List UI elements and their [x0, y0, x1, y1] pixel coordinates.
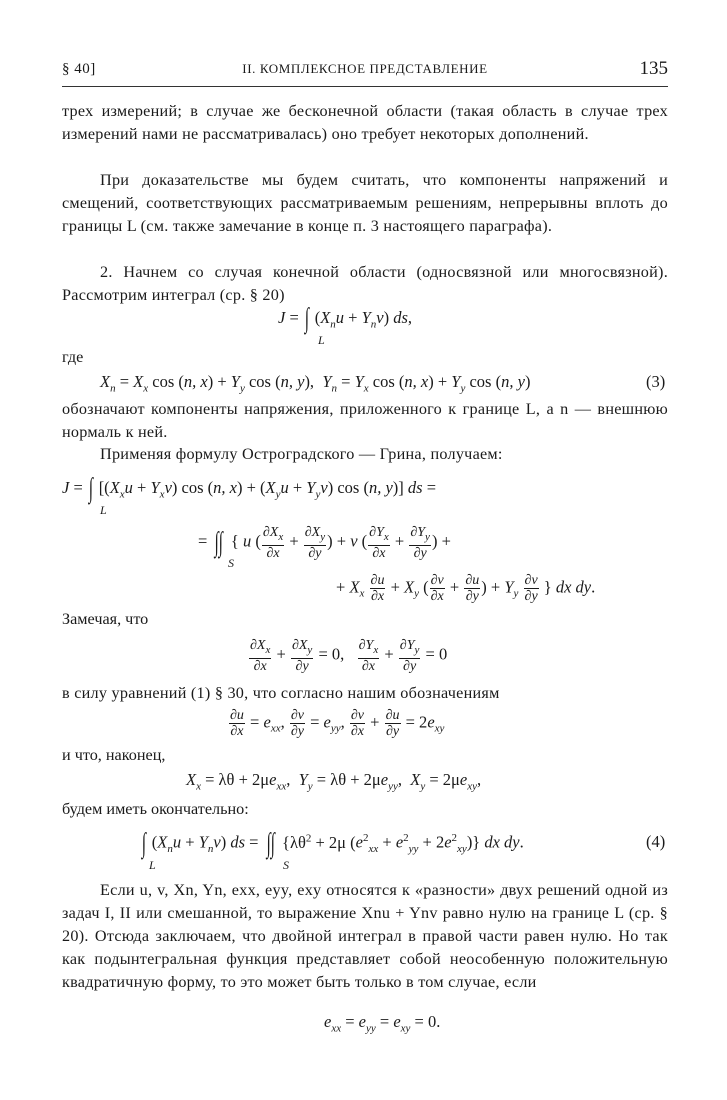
word-and-finally: и что, наконец,: [62, 746, 166, 764]
paragraph-4: обозначают компоненты напряжения, приложенного к границе L, а n — внешнюю нормаль к ней.: [62, 400, 668, 441]
paragraph-8: Если u, v, Xn, Yn, exx, eyy, exy относятся к «разности» двух решений одной из задач I, II или смешанной, то выражение Xnu + Ynv равно нулю на границе L (ср. § 20). Отсюда заключаем, что двойной интеграл в правой части равен нулю. Но так как подынтегральная функция представляет собой неособенную положительную квадратичную форму, то это может быть только в том случае, если: [62, 881, 668, 991]
running-header: [62, 58, 668, 84]
equation-equilibrium: $\frac{\partial X_x}{\partial x}$ + $\frac{\partial X_y}{\partial y}$ = 0, $\frac{\partial Y_x}{\partial x}$ + $\frac{\partial Y_y}{\partial y}$ = 0: [250, 638, 448, 674]
integral-limit-S: S: [283, 858, 289, 872]
paragraph-2: При доказательстве мы будем считать, что компоненты напряжений и смещений, соответствующих рассматриваемым решениям, непрерывны вплоть до границы L (см. также замечание в конце п. 3 настоящего параграфа).: [62, 171, 668, 235]
equation-strains: $\frac{\partial u}{\partial x}$ = $e_{xx}$, $\frac{\partial v}{\partial y}$ = $e_{yy}$, $\frac{\partial v}{\partial x}$ + $\frac{\partial u}{\partial y}$ = $2e_{xy}$: [230, 708, 445, 739]
equation-3: $X_n = X_x$ cos (n, $x) + Y_y$ cos (n, y), $Y_n = Y_x$ cos (n, $x) + Y_y$ cos (n, y): [100, 372, 531, 395]
equation-green-line-2: = ∫∫ { u ( $\frac{\partial X_x}{\partial x}$ + $\frac{\partial X_y}{\partial y}$ ) + v ( $\frac{\partial Y_x}{\partial x}$ + $\frac{\partial Y_y}{\partial y}$ ) +: [198, 525, 451, 561]
equation-4: ∫ $(X_nu + Y_nv)$ ds = ∫∫ {$\lambda\theta^2 + 2\mu$ $(e^2_{xx} + e^2_{yy} + 2e^2_{xy})$} dx dy.: [141, 827, 524, 859]
paragraph-5: Применяя формулу Остроградского — Грина, получаем:: [100, 445, 503, 463]
equation-3-number: (3): [646, 372, 666, 391]
word-where: где: [62, 348, 84, 366]
integral-limit-L: L: [318, 333, 325, 347]
section-ref: § 40]: [62, 61, 96, 77]
paragraph-7: будем иметь окончательно:: [62, 800, 249, 818]
chapter-title: II. КОМПЛЕКСНОЕ ПРЕДСТАВЛЕНИЕ: [242, 61, 488, 76]
page-number: 135: [639, 58, 668, 79]
equation-J: J = ∫ $(X_nu + Y_nv)$ ds,: [278, 303, 413, 335]
equation-green-line-1: J = ∫ [$(X_xu + Y_xv)$ cos (n, $x) + (X_yu + Y_yv)$ cos (n, y)] ds =: [62, 473, 436, 505]
equation-green-line-3: + $X_x$ $\frac{\partial u}{\partial x}$ + $X_y$ ( $\frac{\partial v}{\partial x}$ + $\frac{\partial u}{\partial y}$ ) + $Y_y$ $\frac{\partial v}{\partial y}$ } dx dy.: [336, 573, 596, 604]
header-rule: [62, 86, 668, 87]
paragraph-1: трех измерений; в случае же бесконечной области (такая область в случае трех измерений нами не рассматривалась) оно требует некоторых дополнений.: [62, 102, 668, 143]
integral-limit-S: S: [228, 556, 234, 570]
paragraph-6: в силу уравнений (1) § 30, что согласно нашим обозначениям: [62, 684, 500, 702]
integral-limit-L: L: [100, 503, 107, 517]
word-noting: Замечая, что: [62, 610, 149, 628]
equation-zero-strains: $e_{xx} = e_{yy} = e_{xy} = 0$.: [324, 1012, 441, 1035]
equation-hooke: $X_x = \lambda\theta + 2\mu e_{xx}$, $Y_y = \lambda\theta + 2\mu e_{yy}$, $X_y = 2\mu e_{xy}$,: [186, 770, 482, 793]
integral-limit-L: L: [149, 858, 156, 872]
paragraph-3: 2. Начнем со случая конечной области (односвязной или многосвязной). Рассмотрим интеграл (ср. § 20): [62, 263, 668, 304]
equation-4-number: (4): [646, 832, 666, 851]
